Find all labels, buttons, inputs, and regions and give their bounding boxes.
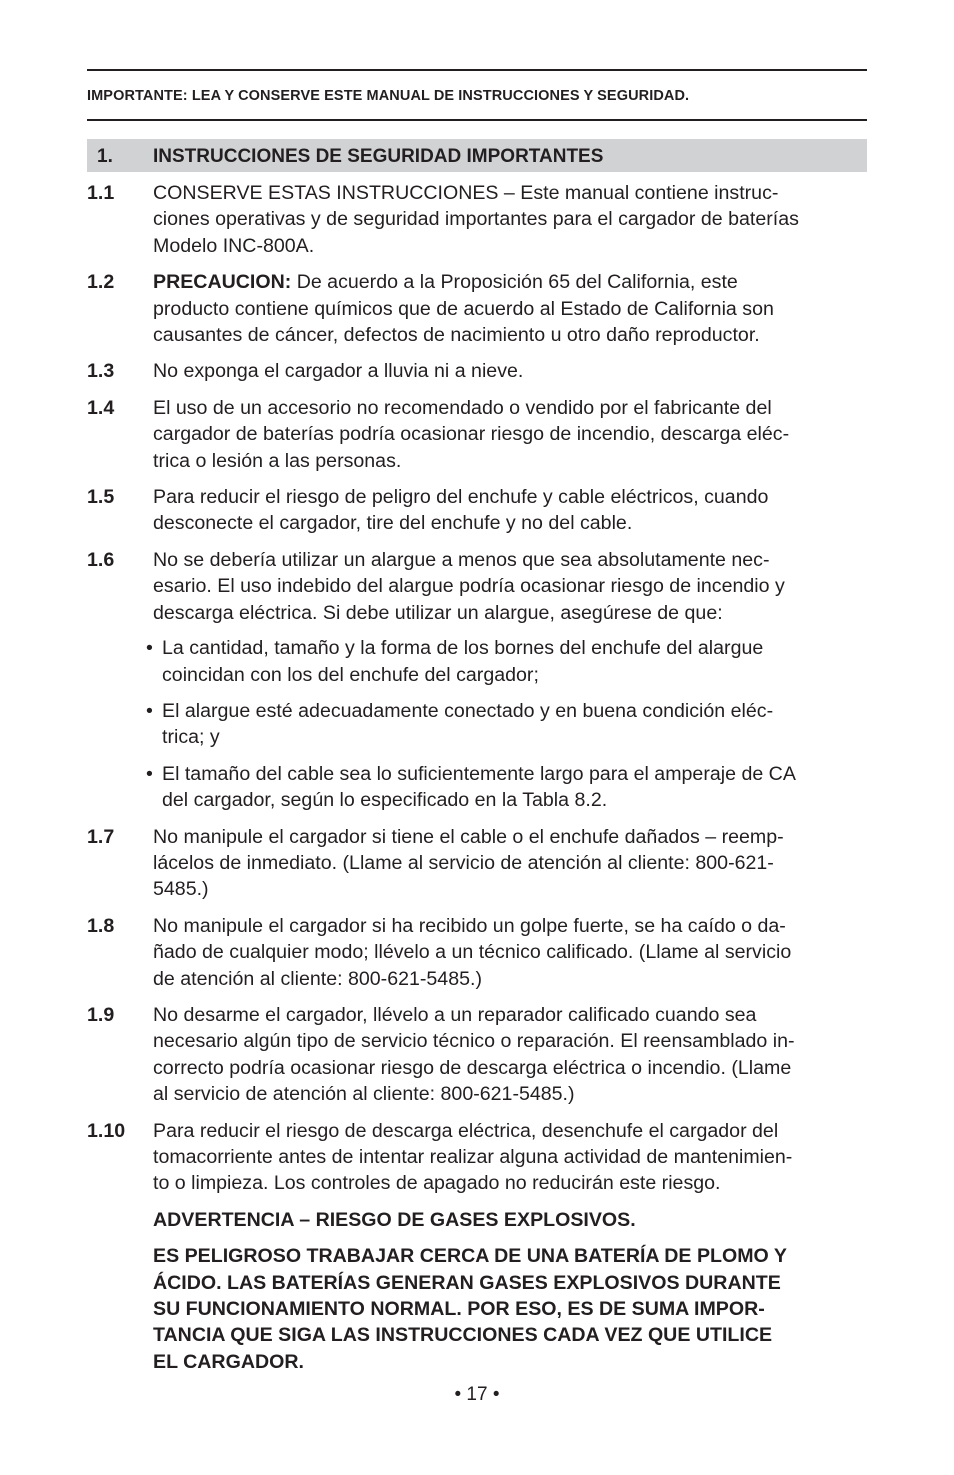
item-text: El uso de un accesorio no recomendado o vendido por el fabricante del cargador de baterías podría ocasionar riesgo de incendio, descarga eléc- trica o lesión a las personas.	[153, 396, 790, 472]
item-number: 1.1	[87, 182, 115, 204]
list-item	[87, 484, 867, 537]
item-text	[153, 269, 867, 348]
item-text: No desarme el cargador, llévelo a un reparador calificado cuando sea necesario algún tipo de servicio técnico o reparación. El reensamblado in- correcto podría ocasionar riesgo de descarga eléctrica o incendio. (Llame al servicio de atención al cliente: 800-621-5485.)	[153, 1003, 795, 1106]
top-rule	[87, 69, 867, 71]
item-text: CONSERVE ESTAS INSTRUCCIONES – Este manual contiene instruc- ciones operativas y de seguridad importantes para el cargador de baterías Modelo INC-800A.	[153, 182, 799, 257]
item-number: 1.6	[87, 548, 115, 571]
warning-title: ADVERTENCIA – RIESGO DE GASES EXPLOSIVOS.	[153, 1208, 636, 1231]
bullet-item	[145, 698, 867, 751]
bullet-marker: •	[146, 699, 153, 722]
bullet-text: El tamaño del cable sea lo suficientemente largo para el amperaje de CA del cargador, según lo especificado en la Tabla 8.2.	[162, 762, 796, 812]
list-item	[87, 180, 867, 259]
item-text: Para reducir el riesgo de descarga eléctrica, desenchufe el cargador del tomacorriente antes de intentar realizar alguna actividad de mantenimien- to o limpieza. Los controles de apagado no reducirán este riesgo.	[153, 1119, 793, 1195]
bullet-item	[145, 761, 867, 814]
list-item	[87, 547, 867, 626]
item-number: 1.7	[87, 825, 115, 848]
page-number: • 17 •	[454, 1384, 500, 1405]
item-number: 1.10	[87, 1119, 126, 1142]
item-text-body: De acuerdo a la Proposición 65 del California, este producto contiene químicos que de acuerdo al Estado de California son causantes de cáncer, defectos de nacimiento u otro daño reproductor.	[153, 271, 774, 347]
section-title: INSTRUCCIONES DE SEGURIDAD IMPORTANTES	[153, 146, 604, 167]
section-heading-bar	[87, 139, 867, 172]
list-item	[87, 395, 867, 474]
item-text: No se debería utilizar un alargue a menos que sea absolutamente nec- esario. El uso indebido del alargue podría ocasionar riesgo de incendio y descarga eléctrica. Si debe utilizar un alargue, asegúrese de que:	[153, 548, 785, 624]
header-bottom-rule	[87, 119, 867, 121]
precaution-label: PRECAUCION:	[153, 271, 292, 294]
list-item	[87, 358, 867, 384]
section-number: 1.	[97, 146, 113, 167]
list-item	[87, 913, 867, 992]
item-text: No manipule el cargador si ha recibido un golpe fuerte, se ha caído o da- ñado de cualquier modo; llévelo a un técnico calificado. (Llame al servicio de atención al cliente: 800-621-5485.)	[153, 914, 792, 990]
list-item	[87, 269, 867, 348]
bullet-text: El alargue esté adecuadamente conectado y en buena condición eléc- trica; y	[162, 699, 774, 749]
warning-body: ES PELIGROSO TRABAJAR CERCA DE UNA BATERÍA DE PLOMO Y ÁCIDO. LAS BATERÍAS GENERAN GASES EXPLOSIVOS DURANTE SU FUNCIONAMIENTO NORMAL. POR ESO, ES DE SUMA IMPOR- TANCIA QUE SIGA LAS INSTRUCCIONES CADA VEZ QUE UTILICE EL CARGADOR.	[153, 1245, 787, 1373]
item-number: 1.3	[87, 360, 115, 383]
item-number: 1.4	[87, 396, 115, 419]
item-text: No manipule el cargador si tiene el cable o el enchufe dañados – reemp- lácelos de inmediato. (Llame al servicio de atención al cliente: 800-621- 5485.)	[153, 825, 784, 901]
list-item	[87, 1118, 867, 1197]
list-item	[87, 1002, 867, 1108]
header-note: IMPORTANTE: LEA Y CONSERVE ESTE MANUAL DE INSTRUCCIONES Y SEGURIDAD.	[87, 88, 690, 104]
item-text: No exponga el cargador a lluvia ni a nieve.	[153, 360, 524, 383]
extension-cord-bullets	[87, 635, 867, 813]
bullet-marker: •	[146, 637, 153, 660]
item-text: Para reducir el riesgo de peligro del enchufe y cable eléctricos, cuando desconecte el cargador, tire del enchufe y no del cable.	[153, 486, 769, 535]
item-number: 1.8	[87, 914, 115, 937]
bullet-text: La cantidad, tamaño y la forma de los bornes del enchufe del alargue coincidan con los del enchufe del cargador;	[162, 637, 764, 686]
bullet-item	[145, 635, 867, 688]
item-number: 1.5	[87, 486, 115, 509]
list-item	[87, 824, 867, 903]
instructions-list	[87, 180, 867, 1385]
item-number: 1.2	[87, 271, 115, 294]
item-number: 1.9	[87, 1003, 115, 1026]
bullet-marker: •	[146, 762, 153, 785]
